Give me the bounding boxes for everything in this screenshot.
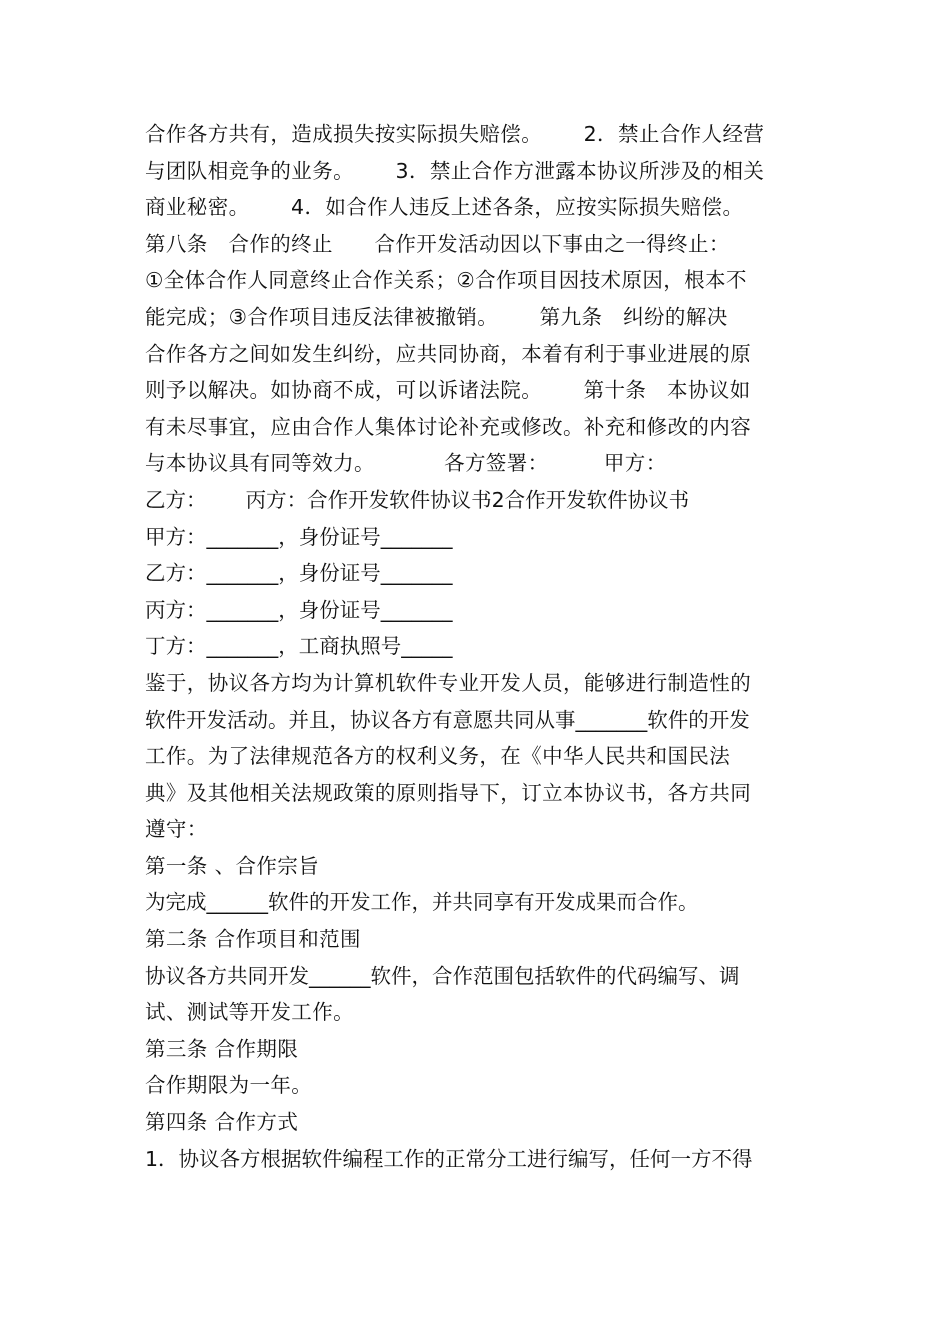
text-line: 商业秘密。 4．如合作人违反上述各条，应按实际损失赔偿。 bbox=[145, 195, 744, 220]
text-line: 第八条 合作的终止 合作开发活动因以下事由之一得终止： bbox=[145, 231, 730, 256]
text-line: 为完成______软件的开发工作，并共同享有开发成果而合作。 bbox=[145, 890, 699, 915]
text-line: 工作。为了法律规范各方的权利义务，在《中华人民共和国民法 bbox=[145, 744, 731, 769]
party-line: 乙方：_______，身份证号_______ bbox=[145, 561, 453, 586]
party-line: 丙方：_______，身份证号_______ bbox=[145, 597, 453, 622]
party-line: 甲方：_______，身份证号_______ bbox=[145, 524, 453, 549]
document-body bbox=[145, 116, 810, 1177]
text-line: 1．协议各方根据软件编程工作的正常分工进行编写，任何一方不得 bbox=[145, 1146, 753, 1171]
text-line: 试、测试等开发工作。 bbox=[145, 1000, 354, 1025]
text-line: 合作各方之间如发生纠纷，应共同协商，本着有利于事业进展的原 bbox=[145, 341, 752, 366]
article-heading: 第二条 合作项目和范围 bbox=[145, 927, 361, 952]
article-heading: 第一条 、合作宗旨 bbox=[145, 853, 320, 878]
text-line: 与本协议具有同等效力。 各方签署： 甲方： bbox=[145, 451, 667, 476]
text-line: 与团队相竞争的业务。 3．禁止合作方泄露本协议所涉及的相关 bbox=[145, 158, 765, 183]
text-line: 合作期限为一年。 bbox=[145, 1073, 313, 1098]
party-line: 丁方：_______，工商执照号_____ bbox=[145, 634, 453, 659]
text-line: 有未尽事宜，应由合作人集体讨论补充或修改。补充和修改的内容 bbox=[145, 414, 752, 439]
text-line: 协议各方共同开发______软件，合作范围包括软件的代码编写、调 bbox=[145, 963, 740, 988]
text-line: 鉴于，协议各方均为计算机软件专业开发人员，能够进行制造性的 bbox=[145, 670, 752, 695]
article-heading: 第三条 合作期限 bbox=[145, 1036, 299, 1061]
text-line: ①全体合作人同意终止合作关系；②合作项目因技术原因，根本不 bbox=[145, 268, 747, 293]
article-heading: 第四条 合作方式 bbox=[145, 1110, 299, 1135]
text-line: 乙方： 丙方：合作开发软件协议书2合作开发软件协议书 bbox=[145, 487, 690, 512]
text-line: 典》及其他相关法规政策的原则指导下，订立本协议书，各方共同 bbox=[145, 780, 752, 805]
text-line: 则予以解决。如协商不成，可以诉诸法院。 第十条 本协议如 bbox=[145, 378, 751, 403]
text-line: 遵守： bbox=[145, 817, 208, 842]
text-line: 软件开发活动。并且，协议各方有意愿共同从事_______软件的开发 bbox=[145, 707, 750, 732]
text-line: 能完成；③合作项目违反法律被撤销。 第九条 纠纷的解决 bbox=[145, 304, 728, 329]
text-line: 合作各方共有，造成损失按实际损失赔偿。 2．禁止合作人经营 bbox=[145, 122, 765, 146]
